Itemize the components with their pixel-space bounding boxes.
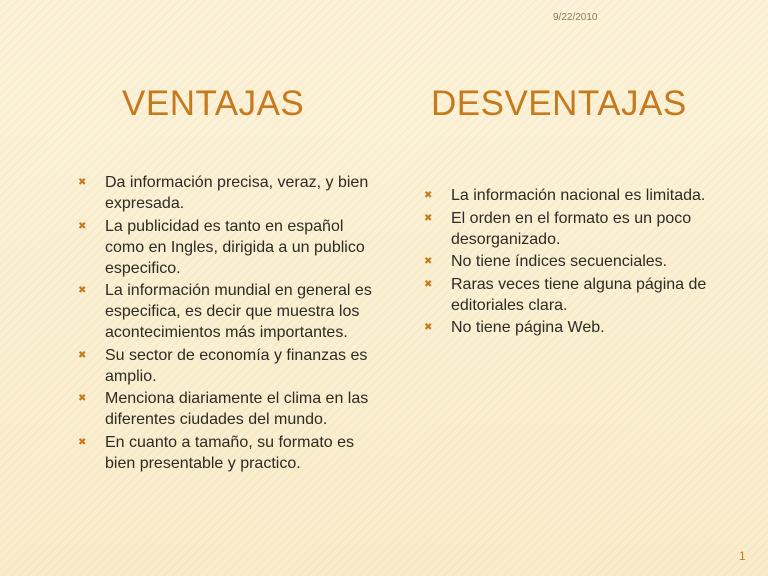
x-bullet-icon: ✖ — [424, 278, 433, 290]
ventajas-heading: VENTAJAS — [122, 84, 305, 123]
x-bullet-icon: ✖ — [424, 212, 433, 224]
ventajas-item-text: Da información precisa, veraz, y bien expresada. — [105, 174, 369, 212]
page-number: 1 — [739, 549, 746, 563]
ventajas-item — [78, 280, 378, 343]
x-bullet-icon: ✖ — [78, 349, 87, 361]
desventajas-item — [424, 274, 734, 316]
desventajas-item — [424, 317, 734, 338]
ventajas-item-text: Su sector de economía y finanzas es amplio. — [105, 346, 368, 385]
desventajas-item — [424, 251, 734, 272]
ventajas-item-text: En cuanto a tamaño, su formato es bien presentable y practico. — [105, 433, 355, 472]
ventajas-item — [78, 345, 378, 387]
ventajas-item-text: Menciona diariamente el clima en las diferentes ciudades del mundo. — [105, 390, 369, 428]
desventajas-item-text: La información nacional es limitada. — [451, 187, 706, 204]
x-bullet-icon: ✖ — [78, 177, 87, 188]
desventajas-heading: DESVENTAJAS — [431, 84, 687, 123]
desventajas-item-text: Raras veces tiene alguna página de editoriales clara. — [451, 275, 707, 314]
x-bullet-icon: ✖ — [424, 256, 433, 267]
x-bullet-icon: ✖ — [424, 322, 433, 333]
ventajas-item-text: La publicidad es tanto en español como en Ingles, dirigida a un publico especifico. — [105, 217, 365, 277]
x-bullet-icon: ✖ — [78, 220, 87, 232]
desventajas-item — [424, 208, 734, 250]
x-bullet-icon: ✖ — [78, 393, 87, 404]
desventajas-item-text: No tiene página Web. — [451, 319, 605, 336]
slide-date: 9/22/2010 — [553, 12, 598, 23]
x-bullet-icon: ✖ — [424, 190, 433, 201]
desventajas-item — [424, 185, 734, 206]
x-bullet-icon: ✖ — [78, 436, 87, 448]
ventajas-item — [78, 172, 378, 214]
desventajas-list — [424, 185, 734, 340]
ventajas-item-text: La información mundial en general es especifica, es decir que muestra los acontecimientos más importantes. — [105, 282, 372, 341]
desventajas-item-text: El orden en el formato es un poco desorganizado. — [451, 209, 692, 248]
x-bullet-icon: ✖ — [78, 285, 87, 296]
desventajas-item-text: No tiene índices secuenciales. — [451, 253, 668, 270]
ventajas-item — [78, 388, 378, 430]
ventajas-list — [78, 172, 378, 475]
ventajas-item — [78, 216, 378, 279]
ventajas-item — [78, 432, 378, 474]
